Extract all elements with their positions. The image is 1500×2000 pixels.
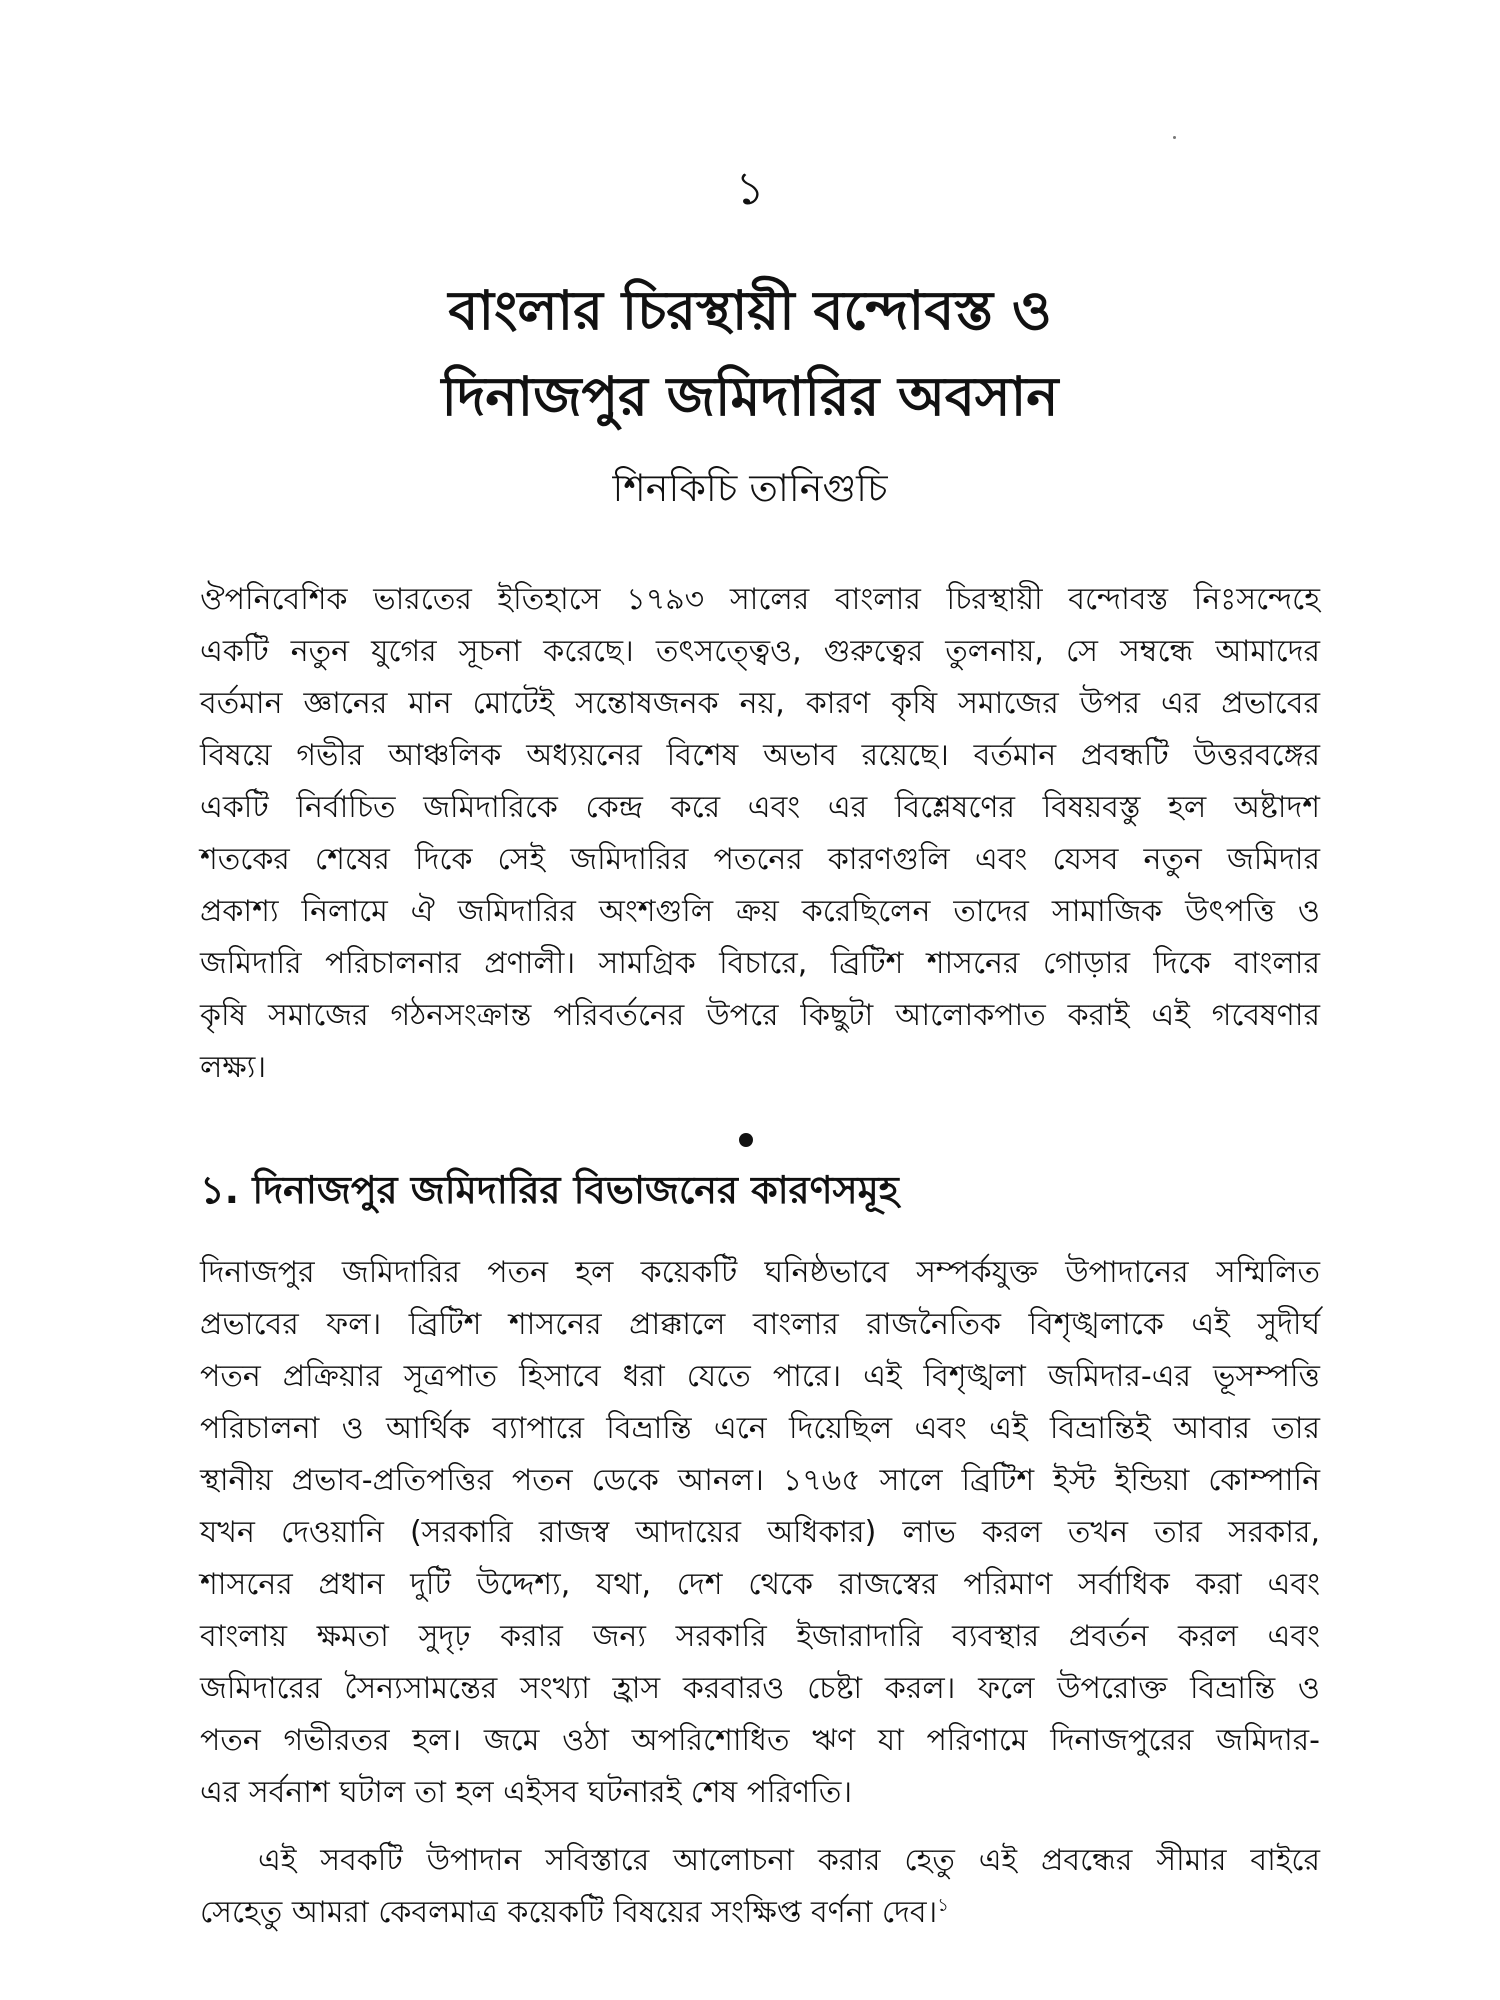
footnote-reference[interactable]: ১ bbox=[937, 1895, 949, 1916]
section-separator-dot bbox=[739, 1133, 753, 1147]
text-line: ঔপনিবেশিক ভারতের ইতিহাসে ১৭৯৩ সালের বাংলার চিরস্থায়ী বন্দোবস্ত নিঃসন্দেহে bbox=[200, 582, 1320, 617]
text-line: লক্ষ্য। bbox=[200, 1050, 267, 1085]
text-line: এই সবকটি উপাদান সবিস্তারে আলোচনা করার হেতু এই প্রবন্ধের সীমার বাইরে bbox=[258, 1843, 1320, 1878]
text-line: বাংলায় ক্ষমতা সুদৃঢ় করার জন্য সরকারি ইজারাদারি ব্যবস্থার প্রবর্তন করল এবং bbox=[200, 1619, 1320, 1654]
text-line: জমিদারের সৈন্যসামন্তের সংখ্যা হ্রাস করবারও চেষ্টা করল। ফলে উপরোক্ত বিভ্রান্তি ও bbox=[200, 1671, 1320, 1706]
text-line: একটি নির্বাচিত জমিদারিকে কেন্দ্র করে এবং এর বিশ্লেষণের বিষয়বস্তু হল অষ্টাদশ bbox=[200, 790, 1320, 825]
chapter-number: ১ bbox=[735, 161, 765, 215]
text-line: পতন গভীরতর হল। জমে ওঠা অপরিশোধিত ঋণ যা পরিণামে দিনাজপুরের জমিদার- bbox=[200, 1723, 1320, 1758]
chapter-title-line-2: দিনাজপুর জমিদারির অবসান bbox=[441, 365, 1059, 428]
text-line: একটি নতুন যুগের সূচনা করেছে। তৎসত্ত্বেও, গুরুত্বের তুলনায়, সে সম্বন্ধে আমাদের bbox=[200, 634, 1320, 669]
text-line: প্রকাশ্য নিলামে ঐ জমিদারির অংশগুলি ক্রয় করেছিলেন তাদের সামাজিক উৎপত্তি ও bbox=[200, 894, 1320, 929]
text-line: পতন প্রক্রিয়ার সূত্রপাত হিসাবে ধরা যেতে পারে। এই বিশৃঙ্খলা জমিদার-এর ভূসম্পত্তি bbox=[200, 1359, 1320, 1394]
intro-paragraph bbox=[200, 574, 1320, 1094]
text-line: এর সর্বনাশ ঘটাল তা হল এইসব ঘটনারই শেষ পরিণতি। bbox=[200, 1775, 853, 1810]
section-paragraph-2 bbox=[200, 1835, 1320, 1939]
text-line: পরিচালনা ও আর্থিক ব্যাপারে বিভ্রান্তি এনে দিয়েছিল এবং এই বিভ্রান্তিই আবার তার bbox=[200, 1411, 1320, 1446]
section-heading: ১. দিনাজপুর জমিদারির বিভাজনের কারণসমূহ bbox=[200, 1168, 899, 1212]
text-line: কৃষি সমাজের গঠনসংক্রান্ত পরিবর্তনের উপরে কিছুটা আলোকপাত করাই এই গবেষণার bbox=[200, 998, 1320, 1033]
section-paragraph-1 bbox=[200, 1247, 1320, 1819]
text-line: স্থানীয় প্রভাব-প্রতিপত্তির পতন ডেকে আনল। ১৭৬৫ সালে ব্রিটিশ ইস্ট ইন্ডিয়া কোম্পানি bbox=[200, 1463, 1320, 1498]
text-line: যখন দেওয়ানি (সরকারি রাজস্ব আদায়ের অধিকার) লাভ করল তখন তার সরকার, bbox=[200, 1515, 1320, 1550]
author-name: শিনকিচি তানিগুচি bbox=[612, 466, 888, 510]
scan-speck bbox=[1173, 136, 1176, 139]
text-line-with-footnote bbox=[200, 1887, 1320, 1939]
chapter-title bbox=[0, 268, 1500, 440]
text-line: বর্তমান জ্ঞানের মান মোটেই সন্তোষজনক নয়, কারণ কৃষি সমাজের উপর এর প্রভাবের bbox=[200, 686, 1320, 721]
text-line: দিনাজপুর জমিদারির পতন হল কয়েকটি ঘনিষ্ঠভাবে সম্পর্কযুক্ত উপাদানের সম্মিলিত bbox=[200, 1255, 1320, 1290]
chapter-title-line-1: বাংলার চিরস্থায়ী বন্দোবস্ত ও bbox=[448, 279, 1052, 342]
text-line-body: সেহেতু আমরা কেবলমাত্র কয়েকটি বিষয়ের সংক্ষিপ্ত বর্ণনা দেব। bbox=[200, 1895, 938, 1930]
text-line: জমিদারি পরিচালনার প্রণালী। সামগ্রিক বিচারে, ব্রিটিশ শাসনের গোড়ার দিকে বাংলার bbox=[200, 946, 1320, 981]
text-line: প্রভাবের ফল। ব্রিটিশ শাসনের প্রাক্কালে বাংলার রাজনৈতিক বিশৃঙ্খলাকে এই সুদীর্ঘ bbox=[200, 1307, 1320, 1342]
text-line: বিষয়ে গভীর আঞ্চলিক অধ্যয়নের বিশেষ অভাব রয়েছে। বর্তমান প্রবন্ধটি উত্তরবঙ্গের bbox=[200, 738, 1320, 773]
text-line: শতকের শেষের দিকে সেই জমিদারির পতনের কারণগুলি এবং যেসব নতুন জমিদার bbox=[200, 842, 1320, 877]
text-line: শাসনের প্রধান দুটি উদ্দেশ্য, যথা, দেশ থেকে রাজস্বের পরিমাণ সর্বাধিক করা এবং bbox=[200, 1567, 1320, 1602]
